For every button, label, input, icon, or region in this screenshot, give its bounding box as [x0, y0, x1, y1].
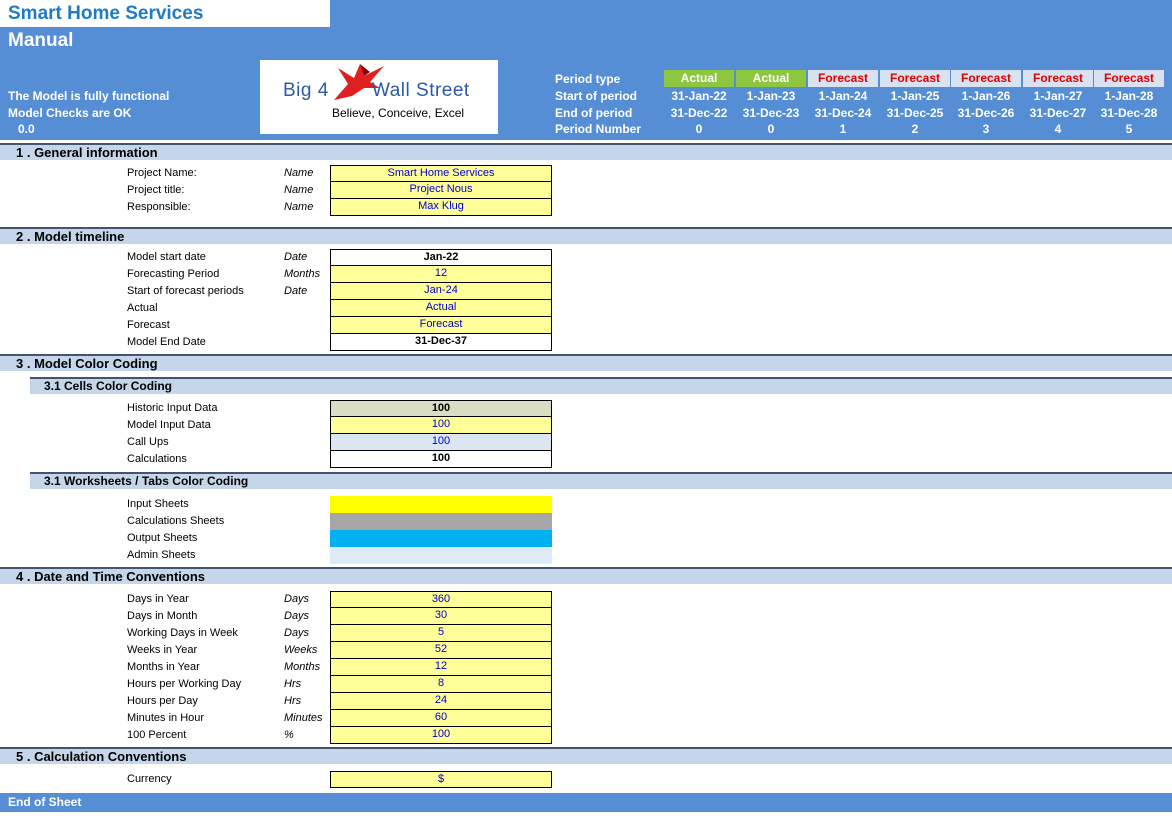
- subsection-tabs-color-coding: 3.1 Worksheets / Tabs Color Coding: [30, 472, 1172, 489]
- row-unit: Date: [284, 285, 308, 297]
- row-label: Forecast: [127, 319, 170, 331]
- input-cell[interactable]: 100: [330, 400, 552, 417]
- row-unit: Weeks: [284, 644, 318, 656]
- row-label: Model Input Data: [127, 419, 211, 431]
- end-of-sheet-bar: End of Sheet: [0, 793, 1172, 812]
- row-label: Hours per Working Day: [127, 678, 242, 690]
- input-cell[interactable]: 12: [330, 266, 552, 283]
- row-label: Model End Date: [127, 336, 206, 348]
- period-number-label: Period Number: [555, 122, 642, 136]
- input-cell[interactable]: Smart Home Services: [330, 165, 552, 182]
- period-number-cell: 0: [767, 122, 775, 136]
- row-unit: Days: [284, 610, 310, 622]
- end-of-period-label: End of period: [555, 106, 633, 120]
- period-start-cell: 1-Jan-26: [961, 89, 1011, 103]
- color-swatch: [330, 530, 552, 547]
- row-unit: Months: [284, 268, 321, 280]
- section-model-timeline: 2 . Model timeline: [0, 227, 1172, 244]
- input-cell[interactable]: 52: [330, 642, 552, 659]
- row-label: Months in Year: [127, 661, 200, 673]
- row-label: Minutes in Hour: [127, 712, 205, 724]
- model-checks-status: Model Checks are OK: [8, 106, 132, 120]
- input-cell[interactable]: $: [330, 771, 552, 788]
- row-unit: Months: [284, 661, 321, 673]
- period-end-cell: 31-Dec-22: [670, 106, 728, 120]
- input-cell[interactable]: 5: [330, 625, 552, 642]
- input-cell[interactable]: 12: [330, 659, 552, 676]
- input-cell[interactable]: Jan-22: [330, 249, 552, 266]
- period-end-cell: 31-Dec-26: [957, 106, 1015, 120]
- row-label: Days in Year: [127, 593, 189, 605]
- row-label: Admin Sheets: [127, 549, 196, 561]
- row-unit: Minutes: [284, 712, 323, 724]
- row-label: Actual: [127, 302, 158, 314]
- row-label: Calculations Sheets: [127, 515, 225, 527]
- row-label: Historic Input Data: [127, 402, 218, 414]
- input-cell[interactable]: 30: [330, 608, 552, 625]
- section-color-coding: 3 . Model Color Coding: [0, 354, 1172, 371]
- row-label: Weeks in Year: [127, 644, 198, 656]
- row-label: Working Days in Week: [127, 627, 238, 639]
- row-label: Hours per Day: [127, 695, 198, 707]
- row-label: Currency: [127, 773, 172, 785]
- row-unit: Days: [284, 627, 310, 639]
- period-type-cell: Forecast: [1094, 70, 1164, 87]
- checks-value: 0.0: [18, 122, 35, 136]
- row-unit: Days: [284, 593, 310, 605]
- input-cell[interactable]: 100: [330, 434, 552, 451]
- period-type-cell: Actual: [664, 70, 734, 87]
- input-cell[interactable]: 100: [330, 417, 552, 434]
- row-unit: Name: [284, 184, 314, 196]
- period-end-cell: 31-Dec-28: [1100, 106, 1158, 120]
- start-of-period-label: Start of period: [555, 89, 638, 103]
- subsection-cells-color-coding: 3.1 Cells Color Coding: [30, 377, 1172, 394]
- logo-text-right: Wall Street: [372, 80, 470, 101]
- input-cell[interactable]: Project Nous: [330, 182, 552, 199]
- input-cell[interactable]: 8: [330, 676, 552, 693]
- period-type-cell: Forecast: [951, 70, 1021, 87]
- row-label: Model start date: [127, 251, 206, 263]
- period-type-label: Period type: [555, 72, 621, 86]
- row-label: Input Sheets: [127, 498, 189, 510]
- row-unit: Date: [284, 251, 308, 263]
- row-label: Output Sheets: [127, 532, 198, 544]
- section-date-time-conventions: 4 . Date and Time Conventions: [0, 567, 1172, 584]
- color-swatch: [330, 513, 552, 530]
- sheet-title: Smart Home Services: [8, 3, 204, 24]
- period-end-cell: 31-Dec-23: [742, 106, 800, 120]
- row-label: Responsible:: [127, 201, 191, 213]
- period-end-cell: 31-Dec-27: [1029, 106, 1087, 120]
- period-type-cell: Forecast: [1023, 70, 1093, 87]
- period-number-cell: 4: [1054, 122, 1062, 136]
- logo-text-left: Big 4: [283, 80, 329, 101]
- input-cell[interactable]: 100: [330, 727, 552, 744]
- model-status: The Model is fully functional: [8, 89, 170, 103]
- input-cell[interactable]: 60: [330, 710, 552, 727]
- period-number-cell: 2: [911, 122, 919, 136]
- row-unit: %: [284, 729, 294, 741]
- period-start-cell: 1-Jan-27: [1033, 89, 1083, 103]
- row-unit: Hrs: [284, 678, 302, 690]
- period-start-cell: 1-Jan-25: [890, 89, 940, 103]
- input-cell[interactable]: Actual: [330, 300, 552, 317]
- row-label: Call Ups: [127, 436, 169, 448]
- row-label: Start of forecast periods: [127, 285, 244, 297]
- period-start-cell: 1-Jan-23: [746, 89, 796, 103]
- period-number-cell: 5: [1125, 122, 1133, 136]
- input-cell[interactable]: 31-Dec-37: [330, 334, 552, 351]
- period-end-cell: 31-Dec-24: [814, 106, 872, 120]
- section-calculation-conventions: 5 . Calculation Conventions: [0, 747, 1172, 764]
- input-cell[interactable]: Forecast: [330, 317, 552, 334]
- row-unit: Name: [284, 167, 314, 179]
- input-cell[interactable]: Jan-24: [330, 283, 552, 300]
- period-start-cell: 1-Jan-28: [1104, 89, 1154, 103]
- period-type-cell: Forecast: [880, 70, 950, 87]
- section-general-information: 1 . General information: [0, 143, 1172, 160]
- row-label: Calculations: [127, 453, 187, 465]
- period-number-cell: 3: [982, 122, 990, 136]
- period-number-cell: 0: [695, 122, 703, 136]
- row-unit: Hrs: [284, 695, 302, 707]
- row-label: 100 Percent: [127, 729, 187, 741]
- color-swatch: [330, 496, 552, 513]
- input-cell[interactable]: Max Klug: [330, 199, 552, 216]
- color-swatch: [330, 547, 552, 564]
- input-cell[interactable]: 100: [330, 451, 552, 468]
- row-label: Project Name:: [127, 167, 197, 179]
- row-label: Project title:: [127, 184, 185, 196]
- period-start-cell: 31-Jan-22: [671, 89, 727, 103]
- row-label: Days in Month: [127, 610, 198, 622]
- period-end-cell: 31-Dec-25: [886, 106, 944, 120]
- row-unit: Name: [284, 201, 314, 213]
- period-start-cell: 1-Jan-24: [818, 89, 868, 103]
- period-type-cell: Forecast: [808, 70, 878, 87]
- input-cell[interactable]: 360: [330, 591, 552, 608]
- period-number-cell: 1: [839, 122, 847, 136]
- sheet-subtitle: Manual: [8, 30, 74, 51]
- logo-tagline: Believe, Conceive, Excel: [332, 106, 465, 120]
- input-cell[interactable]: 24: [330, 693, 552, 710]
- row-label: Forecasting Period: [127, 268, 220, 280]
- period-type-cell: Actual: [736, 70, 806, 87]
- header-band-top: [330, 0, 1172, 27]
